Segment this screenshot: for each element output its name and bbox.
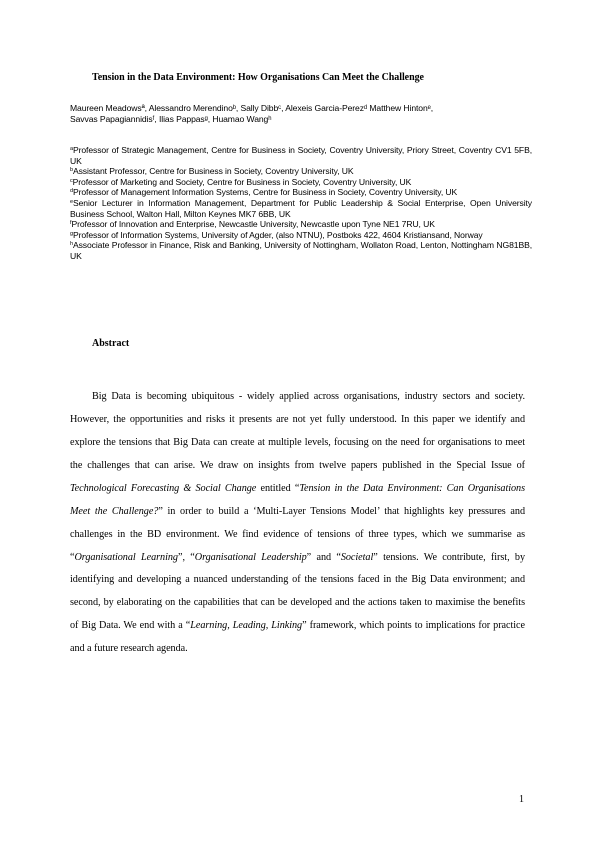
tension-type: Organisational Leadership	[194, 551, 307, 563]
author-line: Savvas Papagiannidisᶠ, Ilias Pappasᵍ, Huamao Wangʰ	[70, 113, 272, 124]
author-line: Maureen Meadowsª, Alessandro Merendinoᵇ, Sally Dibbᶜ, Alexeis Garcia-Perezᵈ Matthew Hintonᵉ,	[70, 103, 434, 113]
tension-type: Organisational Learning	[74, 551, 178, 563]
journal-name: Technological Forecasting & Social Change	[70, 482, 257, 494]
page-number: 1	[519, 794, 524, 805]
affiliation: $^f$Professor of Innovation and Enterprise, Newcastle University, Newcastle upon Tyne NE1 7RU, UK	[70, 219, 435, 230]
framework-name: Learning, Leading, Linking	[190, 620, 303, 632]
affiliation: $^h$Associate Professor in Finance, Risk and Banking, University of Nottingham, Wollaton Road, Lenton, Nottingham NG81BB, UK	[70, 240, 532, 261]
affiliation: $^e$Senior Lecturer in Information Management, Department for Public Leadership & Social Enterprise, Open University Business School, Walton Hall, Milton Keynes MK7 6BB, UK	[70, 197, 532, 219]
special-issue-title: Tension in the Data Environment: Can Organisations Meet the Challenge?	[70, 482, 526, 517]
affiliation: $^g$Professor of Information Systems, University of Agder, (also NTNU), Postboks 422, 4604 Kristiansand, Norway	[70, 229, 483, 240]
affiliation: $^a$Professor of Strategic Management, Centre for Business in Society, Coventry University, Priory Street, Coventry CV1 5FB, UK	[70, 145, 532, 166]
affiliation: $^c$Professor of Marketing and Society, Centre for Business in Society, Coventry University, UK	[70, 176, 412, 187]
affiliation: $^b$Assistant Professor, Centre for Business in Society, Coventry University, UK	[70, 166, 354, 177]
tension-type: Societal	[340, 551, 374, 563]
affiliation: $^d$Professor of Management Information Systems, Centre for Business in Society, Coventry University, UK	[70, 187, 458, 198]
abstract-heading: Abstract	[92, 338, 130, 349]
abstract-paragraph: Big Data is becoming ubiquitous - widely applied across organisations, industry sectors and society. However, the opportunities and risks it presents are not yet fully understood. In this paper we identify and explore the tensions that Big Data can create at multiple levels, focusing on the need for organisations to meet the challenges that can arise. We draw on insights from twelve papers published in the Special Issue of Technological Forecasting & Social Change entitled “Tension in the Data Environment: Can Organisations Meet the Challenge?” in order to build a ‘Multi-Layer Tensions Model’ that highlights key pressures and challenges in the BD environment. We find evidence of tensions of three types, which we summarise as “Organisational Learning”, “Organisational Leadership” and “Societal” tensions. We contribute, first, by identifying and developing a nuanced understanding of the tensions faced in the Big Data environment; and second, by elaborating on the capabilities that can be developed and the actions taken to maximise the benefits of Big Data. We end with a “Learning, Leading, Linking” framework, which points to implications for practice and a future research agenda.	[70, 391, 526, 655]
author-list	[70, 103, 530, 124]
paper-title: Tension in the Data Environment: How Organisations Can Meet the Challenge	[92, 72, 424, 83]
affiliation-list	[70, 145, 532, 262]
